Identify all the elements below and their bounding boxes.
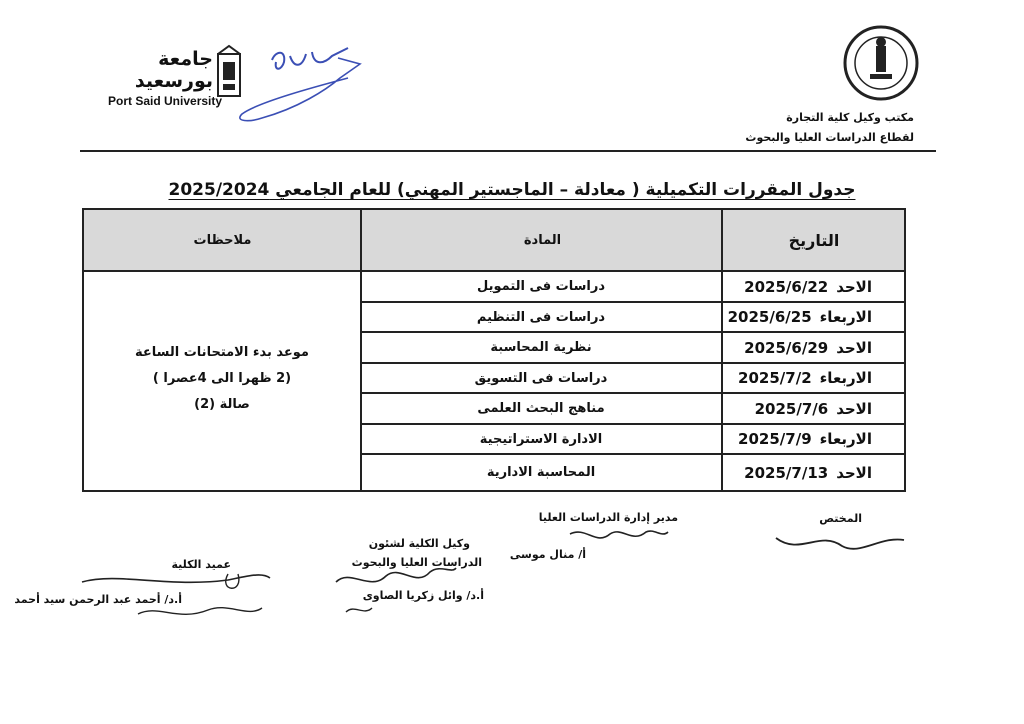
row-subject: مناهج البحث العلمى bbox=[477, 401, 605, 416]
notes-line-2: (2 ظهرا الى 4عصرا ) bbox=[152, 371, 292, 386]
university-logo-text bbox=[108, 48, 222, 108]
faculty-seal-icon bbox=[842, 24, 920, 102]
header-notes: ملاحظات bbox=[84, 210, 361, 270]
row-date: 2025/7/13 bbox=[744, 463, 829, 482]
row-day: الاربعاء bbox=[819, 369, 872, 387]
row-day: الاحد bbox=[836, 399, 872, 418]
handwritten-annotation-icon bbox=[228, 38, 368, 138]
vice-dean-name: أ.د/ وائل زكريا الصاوى bbox=[362, 589, 484, 602]
dean-name: أ.د/ أحمد عبد الرحمن سيد أحمد bbox=[14, 593, 182, 606]
schedule-table bbox=[82, 208, 906, 492]
dean-title: عميد الكلية bbox=[171, 558, 231, 571]
row-day: الاحد bbox=[836, 463, 872, 482]
table-row-date bbox=[724, 333, 904, 362]
header-subject: المادة bbox=[361, 210, 724, 270]
row-date: 2025/6/25 bbox=[727, 308, 812, 326]
row-day: الاحد bbox=[836, 277, 872, 296]
office-label bbox=[745, 108, 914, 148]
grad-manager-name: أ/ منال موسى bbox=[509, 548, 586, 561]
office-line-1: مكتب وكيل كلية التجارة bbox=[786, 111, 914, 124]
row-subject: دراسات فى التمويل bbox=[476, 279, 606, 294]
document-title-text: جدول المقررات التكميلية ( معادلة – الماجستير المهني) للعام الجامعي 2025/2024 bbox=[168, 180, 856, 200]
table-row-date bbox=[724, 425, 904, 453]
specialist-signature-icon bbox=[770, 526, 910, 560]
document-title bbox=[0, 180, 1024, 200]
row-date: 2025/6/22 bbox=[744, 277, 829, 296]
row-subject: المحاسبة الادارية bbox=[486, 465, 596, 480]
column-divider bbox=[721, 210, 723, 490]
table-row-date bbox=[724, 303, 904, 331]
table-row-date bbox=[724, 455, 904, 490]
row-subject: دراسات فى التنظيم bbox=[476, 309, 606, 325]
table-row-date bbox=[724, 272, 904, 301]
vice-dean-title-2: الدراسات العليا والبحوث bbox=[351, 556, 482, 569]
header-divider bbox=[80, 150, 936, 152]
header-date: التاريخ bbox=[724, 210, 904, 270]
vice-dean-title-1: وكيل الكلية لشئون bbox=[368, 537, 470, 550]
notes-line-3: صالة (2) bbox=[194, 397, 250, 412]
notes-cell bbox=[84, 340, 360, 418]
row-day: الاربعاء bbox=[819, 308, 872, 326]
office-line-2: لقطاع الدراسات العليا والبحوث bbox=[745, 131, 914, 144]
row-subject: الادارة الاستراتيجية bbox=[479, 431, 603, 447]
row-date: 2025/7/2 bbox=[738, 369, 812, 387]
table-row-date bbox=[724, 364, 904, 392]
grad-manager-signature-icon bbox=[566, 524, 672, 550]
table-row-date bbox=[724, 394, 904, 423]
row-date: 2025/6/29 bbox=[744, 338, 829, 357]
row-day: الاحد bbox=[836, 338, 872, 357]
notes-line-1: موعد بدء الامتحانات الساعة bbox=[135, 345, 309, 360]
row-day: الاربعاء bbox=[819, 430, 872, 448]
row-subject: دراسات فى التسويق bbox=[474, 370, 608, 386]
row-date: 2025/7/6 bbox=[754, 399, 829, 418]
grad-manager-title: مدير إدارة الدراسات العليا bbox=[538, 511, 678, 524]
university-name-ar: جامعة بورسعيد bbox=[134, 48, 213, 92]
row-subject: نظرية المحاسبة bbox=[490, 340, 592, 355]
row-date: 2025/7/9 bbox=[738, 430, 812, 448]
specialist-label: المختص bbox=[819, 512, 862, 525]
university-name-en: Port Said University bbox=[108, 94, 223, 108]
